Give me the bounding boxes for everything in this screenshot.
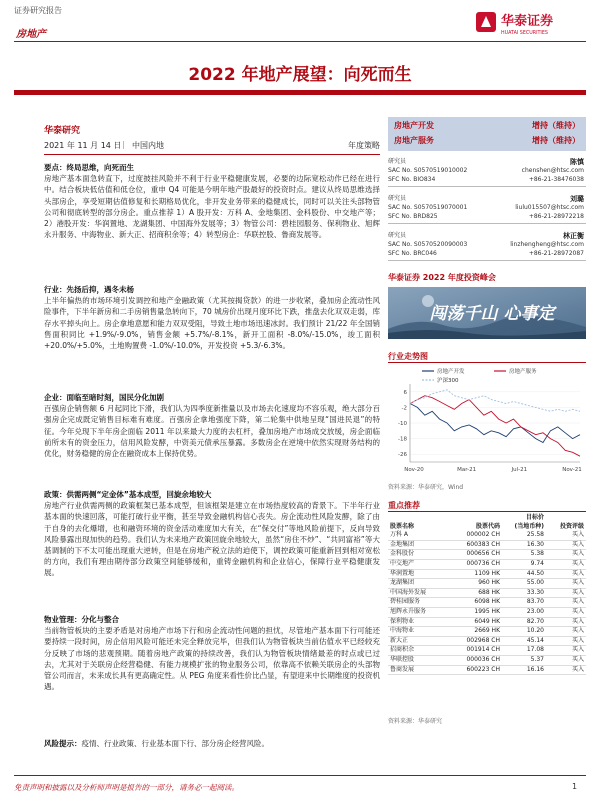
analyst-phone: +86-21-28972218 xyxy=(528,213,584,220)
analyst-divider xyxy=(388,260,586,261)
investment-rating: 买入 xyxy=(571,636,584,644)
table-header: (当地币种) xyxy=(514,522,544,530)
stock-name: 中国海外发展 xyxy=(390,588,427,596)
investment-rating: 买入 xyxy=(571,531,584,539)
sector-label: 房地产 xyxy=(16,29,46,40)
stock-code: 000002 CH xyxy=(466,531,500,539)
banner-text: 闯荡千山 心事定 xyxy=(429,304,555,324)
stock-name: 中海物业 xyxy=(390,627,415,635)
analyst-phone: +86-21-28972087 xyxy=(528,250,584,257)
report-market: 中国内地 xyxy=(132,141,164,150)
stock-name: 招商积余 xyxy=(390,646,415,654)
stock-code: 688 HK xyxy=(478,588,500,596)
chart-source: 资料来源：华泰研究，Wind xyxy=(388,484,464,491)
analyst-sfc: SFC No. BIO834 xyxy=(388,176,436,183)
title-divider xyxy=(14,90,586,95)
series-line xyxy=(410,390,580,412)
target-price: 33.30 xyxy=(526,588,544,596)
analyst-sfc: SFC No. BRD825 xyxy=(388,213,438,220)
legend-label: 房地产服务 xyxy=(509,369,537,376)
table-row xyxy=(388,607,586,617)
x-tick-label: Nov-21 xyxy=(562,467,582,473)
stock-code: 000656 CH xyxy=(466,550,500,558)
investment-rating: 买入 xyxy=(571,665,584,673)
industry-trend-chart xyxy=(388,364,586,479)
rating-sector: 房地产开发 xyxy=(394,121,434,130)
target-price: 55.00 xyxy=(526,579,544,587)
footer-disclaimer: 免责声明和披露以及分析师声明是报告的一部分，请务必一起阅读。 xyxy=(14,783,239,792)
stock-name: 保利物业 xyxy=(390,617,415,625)
target-price: 5.37 xyxy=(530,655,544,663)
target-price: 17.08 xyxy=(526,646,544,654)
analyst-email[interactable]: liulu015507@htsc.com xyxy=(515,204,584,211)
stock-code: 1109 HK xyxy=(474,569,500,577)
section-companies xyxy=(44,392,380,459)
target-price: 23.00 xyxy=(526,607,544,615)
x-tick-label: Nov-20 xyxy=(404,467,424,473)
target-price: 5.38 xyxy=(530,550,544,558)
promo-title: 华泰证券 2022 年度投资峰会 xyxy=(388,273,496,282)
rating-row xyxy=(394,120,580,134)
y-tick-label: -18 xyxy=(398,436,407,443)
x-tick-label: Jul-21 xyxy=(511,467,528,473)
series-line xyxy=(410,396,580,457)
stock-table xyxy=(388,514,586,675)
section-heading: 企业：面临至暗时刻，国民分化加剧 xyxy=(44,393,164,402)
rating-value: 增持（维持） xyxy=(532,121,580,130)
analyst-sfc: SFC No. BRC046 xyxy=(388,250,437,257)
report-type: 年度策略 xyxy=(348,141,380,150)
section-industry xyxy=(44,284,380,351)
stock-code: 6098 HK xyxy=(474,598,500,606)
risk-body: 疫情、行业政策、行业基本面下行、部分房企经营风险。 xyxy=(81,739,269,748)
section-body: 房地产基本面急转直下，过度披挂风险并不利于行业平稳健康发展，必要的边际宽松动作已经在进行中。结合板块低估值和低仓位，重申 Q4 可能是今明年地产股最好的投资时点。建议从终局思维选择头部房企，享受短期估值修复和长期格局优化，非开发业务带来的稳健成长，同时可以关注头部物管公司和彻底转型的部分房企。重点推荐 1）A 股开发：万科 A、金地集团、金科股份、中交地产等；2）港股开发：华润置地、龙湖集团、中国海外发展等；3）物管公司：碧桂园服务、保利物业、旭辉永升服务、中海物业、新大正、招商积余等；4）转型房企：华联控股、鲁商发展等。 xyxy=(44,174,380,240)
stock-code: 600223 CH xyxy=(466,665,500,673)
analyst-sac: SAC No. S0570519010002 xyxy=(388,167,468,174)
table-title-divider xyxy=(388,511,586,512)
meta-separator: | xyxy=(122,140,125,149)
stock-code: 000036 CH xyxy=(466,655,500,663)
target-price: 82.70 xyxy=(526,617,544,625)
stock-code: 1995 HK xyxy=(474,607,500,615)
target-price: 45.14 xyxy=(526,636,544,644)
table-row xyxy=(388,550,586,560)
table-row xyxy=(388,655,586,665)
target-price: 83.70 xyxy=(526,598,544,606)
table-header: 投资评级 xyxy=(559,522,584,530)
rating-row xyxy=(394,135,580,149)
analyst-name: 林正衡 xyxy=(563,232,584,240)
target-price: 9.74 xyxy=(530,559,544,567)
x-tick-label: Mar-21 xyxy=(457,467,477,473)
y-tick-label: -26 xyxy=(398,452,407,459)
stock-code: 960 HK xyxy=(478,579,500,587)
target-price: 25.58 xyxy=(526,531,544,539)
rating-sector: 房地产服务 xyxy=(394,136,434,145)
analyst-sac: SAC No. S0570520090003 xyxy=(388,241,468,248)
section-body: 房地产行业供需两侧的政策框架已基本成型，但该框架是建立在市场热度较高的背景下。下半年行业基本面的快速回落，可能打破行业平衡，甚至导致金融机构信心丧失。房企流动性风险发酵，除了由于自身的去化爆增，也和融资环境的资金活动难度加大有关，在“保交付”等地风险前提下，反向导致风险暴露出现加快的趋势。我们认为未来地产政策回旋余地较大，虽然“房住不炒”、“共同富裕”等大基调制的下不太可能出现重大逆转，但是在房地产税立法的迫使下，调控政策可能重新回到相对宽松的方向，我们有理由期待部分政策空间能够缓和，重铸金融机构和企业信心，保障行业平稳健康发展。 xyxy=(44,501,380,578)
stock-name: 万科 A xyxy=(390,531,409,539)
table-row xyxy=(388,627,586,637)
stock-code: 002968 CH xyxy=(466,636,500,644)
analyst-role: 研究员 xyxy=(388,158,407,165)
section-heading: 政策：供需两侧“定金体”基本成型，回旋余地较大 xyxy=(44,490,212,499)
section-heading: 行业：先扬后抑，遇冬未杨 xyxy=(44,285,134,294)
table-row xyxy=(388,559,586,569)
investment-rating: 买入 xyxy=(571,598,584,606)
table-row xyxy=(388,540,586,550)
stock-name: 碧桂园服务 xyxy=(390,598,421,606)
analyst-card xyxy=(388,232,586,276)
table-header: 股票代码 xyxy=(475,522,500,530)
legend-label: 房地产开发 xyxy=(437,369,465,376)
investment-rating: 买入 xyxy=(571,559,584,567)
table-row xyxy=(388,588,586,598)
promo-banner[interactable] xyxy=(388,287,586,339)
table-row xyxy=(388,665,586,675)
investment-rating: 买入 xyxy=(571,550,584,558)
table-row xyxy=(388,636,586,646)
analyst-email[interactable]: linzhengheng@htsc.com xyxy=(510,241,584,248)
investment-rating: 买入 xyxy=(571,655,584,663)
footer-divider xyxy=(14,775,586,776)
section-policy xyxy=(44,489,380,579)
y-tick-label: 6 xyxy=(403,389,407,396)
section-property-mgmt xyxy=(44,614,380,692)
section-body: 上半年偏热的市场环境引发调控和地产金融政策（尤其按揭贷款）的进一步收紧，叠加房企流动性风险事件，下半年新房和二手房销售量急转向下，70 城房价出现月度环比下跌，推盘去化双双走弱，库存水平掉头向上。房企拿地意愿和能力双双受阻，导致土地市场迅速冰封。我们预计 21/22 年全国销售面积同比 +1.9%/-9.0%，销售金额 +5.7%/-8.1%，新开工面积 -8.0%/-15.0%，竣工面积 +20.0%/+5.0%，土地购置费 -1.0%/-10.0%，开发投资 +5.3/-6.3%。 xyxy=(44,296,380,351)
stock-code: 2669 HK xyxy=(474,627,500,635)
investment-rating: 买入 xyxy=(571,540,584,548)
analyst-role: 研究员 xyxy=(388,195,407,202)
meta-divider xyxy=(44,154,380,155)
stock-name: 华润置地 xyxy=(390,569,415,577)
analyst-role: 研究员 xyxy=(388,232,407,239)
table-row xyxy=(388,646,586,656)
banner-art xyxy=(388,287,586,339)
investment-rating: 买入 xyxy=(571,607,584,615)
analyst-phone: +86-21-38476038 xyxy=(528,176,584,183)
stock-name: 鲁商发展 xyxy=(390,665,415,673)
section-body: 百强房企销售额 6 月起同比下滑，我们认为四季度新推量以及市场去化速度均不容乐观，绝大部分百强房企完成既定销售目标难有难度。百强房企拿地强度下降，第二轮集中供地呈现“国进民退”的特征。今年兑现下半年房企面临 2011 年以来最大力度的去杠杆，叠加房地产市场成交放缓，房企面临前所未有的资金压力，信用风险发酵，中资美元债承压暴露。多数房企在逆境中依然实现财务结构的优化，财务稳健的房企在融资成本上保持优势。 xyxy=(44,404,380,459)
y-tick-label: -2 xyxy=(401,405,407,412)
stock-name: 中交地产 xyxy=(390,559,415,567)
stock-name: 金地集团 xyxy=(390,540,415,548)
section-heading: 要点：终局思维，向死而生 xyxy=(44,163,134,172)
stock-name: 新大正 xyxy=(390,636,409,644)
analyst-divider xyxy=(388,223,586,224)
table-row xyxy=(388,531,586,540)
stock-code: 001914 CH xyxy=(466,646,500,654)
investment-rating: 买入 xyxy=(571,569,584,577)
meta-line xyxy=(44,140,380,153)
table-title: 重点推荐 xyxy=(388,501,420,510)
table-unit-label: 目标价 xyxy=(525,514,544,521)
report-date: 2021 年 11 月 14 日 xyxy=(44,141,122,150)
investment-rating: 买入 xyxy=(571,579,584,587)
investment-rating: 买入 xyxy=(571,617,584,625)
target-price: 44.50 xyxy=(526,569,544,577)
analyst-name: 刘璐 xyxy=(570,195,584,203)
analyst-name: 陈慎 xyxy=(570,158,584,166)
stock-name: 龙湖集团 xyxy=(390,579,415,587)
page-number: 1 xyxy=(572,782,578,791)
chart-title: 行业走势图 xyxy=(388,352,428,361)
chart-svg xyxy=(388,364,586,479)
header-divider xyxy=(14,41,586,42)
target-price: 10.20 xyxy=(526,627,544,635)
analyst-divider xyxy=(388,186,586,187)
table-header: 股票名称 xyxy=(390,522,415,530)
table-source: 资料来源：华泰研究 xyxy=(388,718,443,725)
investment-rating: 买入 xyxy=(571,646,584,654)
section-body: 当前物管板块的主要矛盾是对房地产市场下行和房企流动性问题的担忧，尽管地产基本面下行可能还要持续一段时间，房企信用风险可能还未完全释放完毕，但我们认为物管板块当前估值水平已经较充分反映了市场的悲观预期。随着房地产政策的持续改善，我们认为物管板块情绪最差的时点或已过去，尤其对于关联房企经营稳健、有能力规模扩张的物业服务公司，依靠高不依赖关联房企的头部物管公司而言，未来成长具有更高确定性。从 PEG 角度来看性价比凸显，有望迎来中长期维度的投资机遇。 xyxy=(44,626,380,692)
investment-rating: 买入 xyxy=(571,627,584,635)
section-summary xyxy=(44,162,380,240)
target-price: 16.30 xyxy=(526,540,544,548)
risk-label: 风险提示： xyxy=(44,739,82,748)
stock-name: 旭辉永升服务 xyxy=(390,607,427,615)
company-logo xyxy=(474,8,592,38)
rating-value: 增持（维持） xyxy=(532,136,580,145)
logo-text: 华泰证券 xyxy=(501,14,554,29)
stock-code: 6049 HK xyxy=(474,617,500,625)
stock-name: 金科股份 xyxy=(390,550,415,558)
logo-subtext: HUATAI SECURITIES xyxy=(501,31,548,36)
investment-rating: 买入 xyxy=(571,588,584,596)
report-title: 2022 年地产展望：向死而生 xyxy=(188,65,412,85)
table-row xyxy=(388,579,586,589)
legend-label: 沪深300 xyxy=(437,378,459,385)
research-team: 华泰研究 xyxy=(44,126,81,136)
y-tick-label: -10 xyxy=(398,421,407,427)
logo-icon xyxy=(474,8,592,38)
table-row xyxy=(388,569,586,579)
chart-title-divider xyxy=(388,362,586,363)
table-row xyxy=(388,598,586,608)
analyst-email[interactable]: chenshen@htsc.com xyxy=(521,167,584,174)
analyst-sac: SAC No. S0570519070001 xyxy=(388,204,468,211)
rating-box xyxy=(388,117,586,151)
risk-warning xyxy=(44,738,380,749)
table-row xyxy=(388,617,586,627)
stock-code: 600383 CH xyxy=(466,540,500,548)
report-category: 证券研究报告 xyxy=(14,6,62,15)
target-price: 16.16 xyxy=(526,665,544,673)
stock-code: 000736 CH xyxy=(466,559,500,567)
stock-name: 华联控股 xyxy=(390,655,415,663)
section-heading: 物业管理：分化与整合 xyxy=(44,615,119,624)
